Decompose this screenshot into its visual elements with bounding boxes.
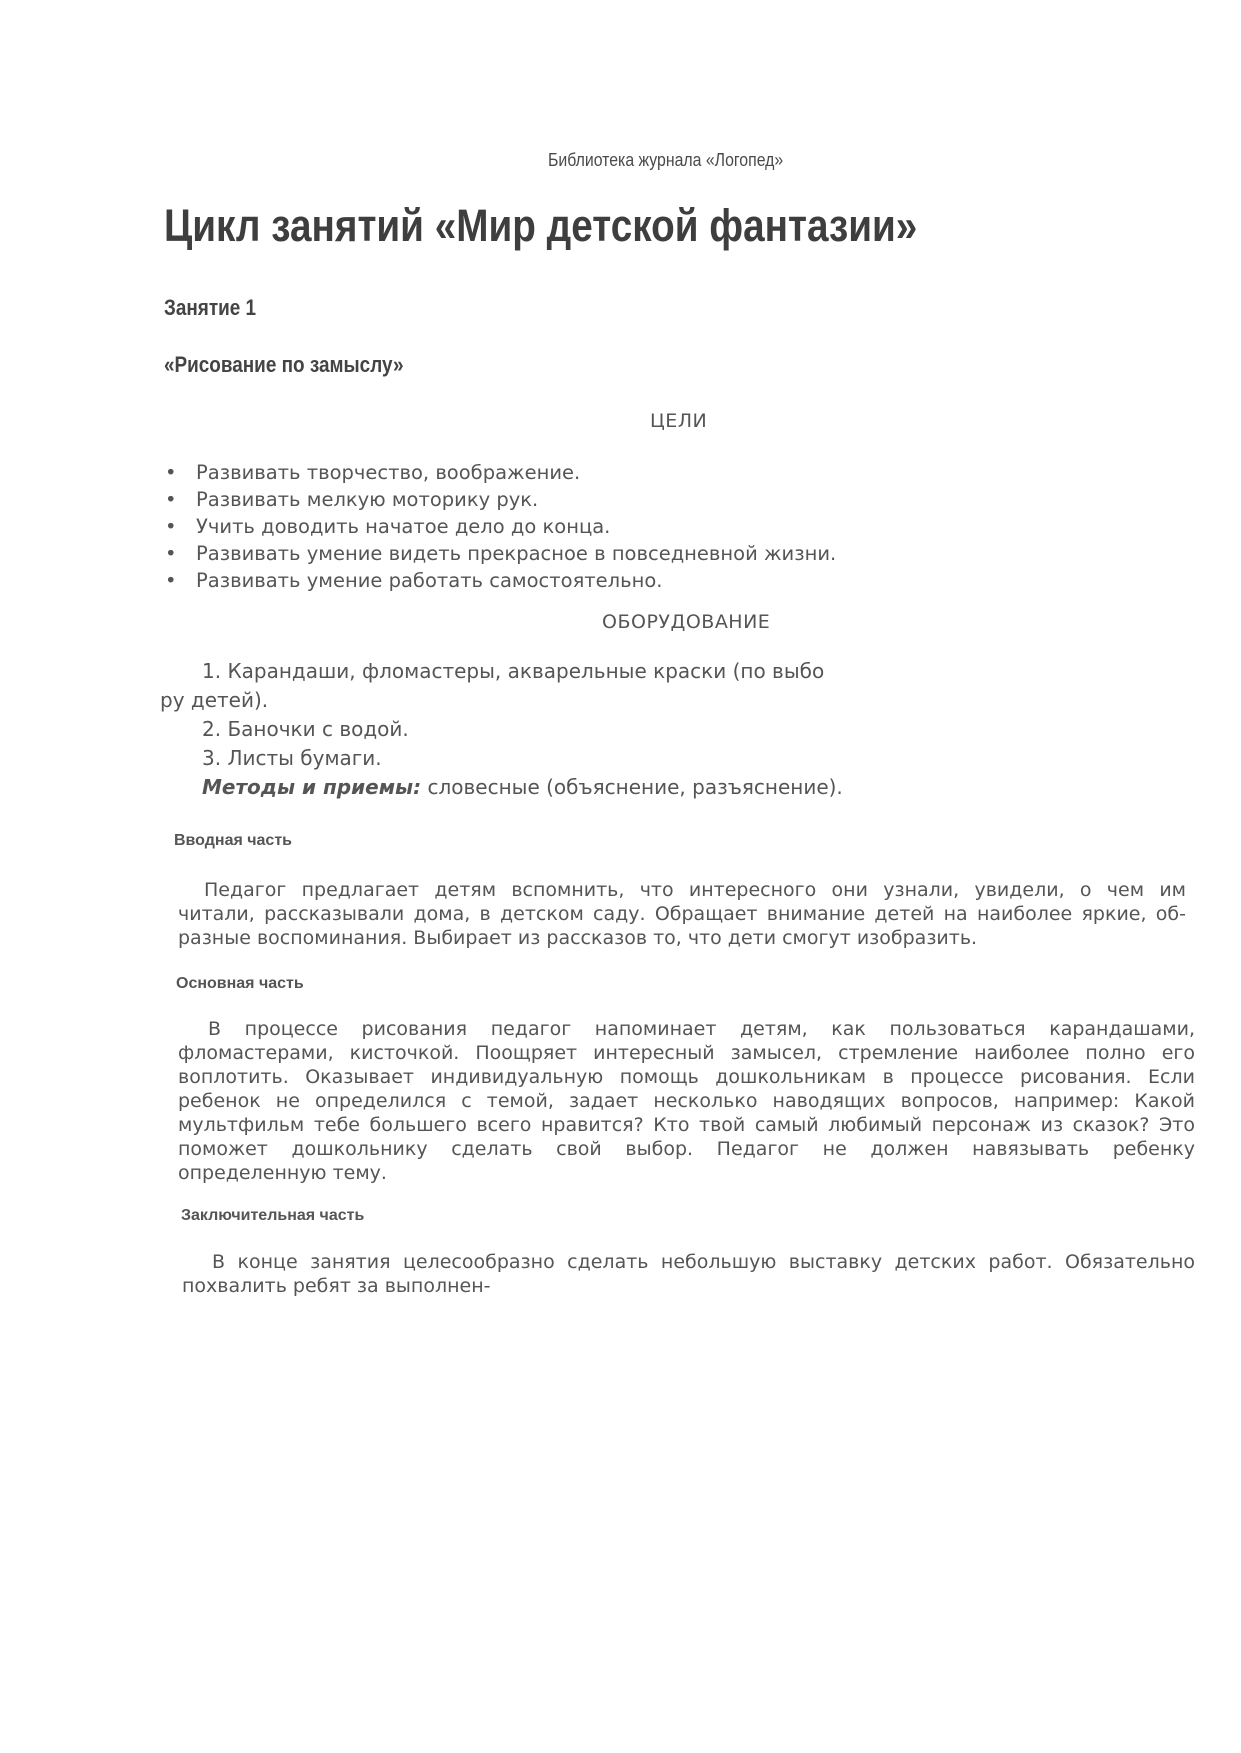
main-paragraph — [178, 1017, 1195, 1185]
text-line: мультфильм тебе большего всего нравится? Кто твой самый любимый персонаж из сказок? Это — [178, 1114, 1195, 1136]
bullet-icon: • — [165, 515, 177, 538]
bullet-icon: • — [165, 542, 177, 565]
text-line: определенную тему. — [178, 1162, 387, 1184]
library-header: Библиотека журнала «Логопед» — [548, 150, 784, 170]
text-line: читали, рассказывали дома, в детском саду. Обращает внимание детей на наиболее яркие, об- — [178, 903, 1186, 925]
list-item — [165, 540, 836, 567]
bullet-icon: • — [165, 488, 177, 511]
text-line: Педагог предлагает детям вспомнить, что интересного они узнали, увидели, о чем им — [204, 879, 1186, 901]
goal-text: Развивать мелкую моторику рук. — [196, 488, 539, 511]
equipment-item-1-cont: ру детей). — [160, 688, 269, 712]
text-line: поможет дошкольнику сделать свой выбор. Педагог не должен навязывать ребенку — [178, 1138, 1195, 1160]
text-line: разные воспоминания. Выбирает из рассказов то, что дети смогут изобразить. — [178, 927, 978, 949]
intro-heading: Вводная часть — [174, 832, 292, 849]
goal-text: Развивать умение работать самостоятельно. — [196, 569, 663, 592]
list-item — [165, 486, 836, 513]
text-line: ребенок не определился с темой, задает несколько наводящих вопросов, например: Какой — [178, 1090, 1195, 1112]
list-item — [165, 567, 836, 594]
intro-paragraph — [178, 878, 1186, 950]
text-line: В процессе рисования педагог напоминает детям, как пользоваться карандашами, — [208, 1018, 1195, 1040]
goals-list — [165, 459, 836, 594]
page-title: Цикл занятий «Мир детской фантазии» — [164, 200, 918, 251]
equipment-item-3: 3. Листы бумаги. — [202, 746, 382, 770]
methods-line — [202, 773, 843, 801]
lesson-topic: «Рисование по замыслу» — [164, 352, 404, 377]
goals-heading: ЦЕЛИ — [650, 410, 708, 432]
text-line: похвалить ребят за выполнен- — [182, 1275, 491, 1297]
text-line: В конце занятия целесообразно сделать небольшую выставку детских работ. Обязательно — [212, 1251, 1195, 1273]
bullet-icon: • — [165, 461, 177, 484]
list-item — [165, 513, 836, 540]
text-line: фломастерами, кисточкой. Поощряет интересный замысел, стремление наиболее полно его — [178, 1042, 1195, 1064]
goal-text: Развивать умение видеть прекрасное в повседневной жизни. — [196, 542, 837, 565]
equipment-item-1: 1. Карандаши, фломастеры, акварельные краски (по выбо — [202, 659, 825, 683]
final-paragraph — [182, 1250, 1195, 1298]
methods-label: Методы и приемы: — [202, 775, 422, 799]
text-line: воплотить. Оказывает индивидуальную помощь дошкольникам в процессе рисования. Если — [178, 1066, 1195, 1088]
equipment-heading: ОБОРУДОВАНИЕ — [602, 611, 771, 633]
list-item — [165, 459, 836, 486]
lesson-number: Занятие 1 — [164, 295, 257, 320]
bullet-icon: • — [165, 569, 177, 592]
main-heading: Основная часть — [176, 975, 304, 992]
methods-text: словесные (объяснение, разъяснение). — [421, 775, 843, 799]
final-heading: Заключительная часть — [181, 1207, 365, 1224]
equipment-item-2: 2. Баночки с водой. — [202, 717, 409, 741]
goal-text: Учить доводить начатое дело до конца. — [196, 515, 611, 538]
goal-text: Развивать творчество, воображение. — [196, 461, 581, 484]
